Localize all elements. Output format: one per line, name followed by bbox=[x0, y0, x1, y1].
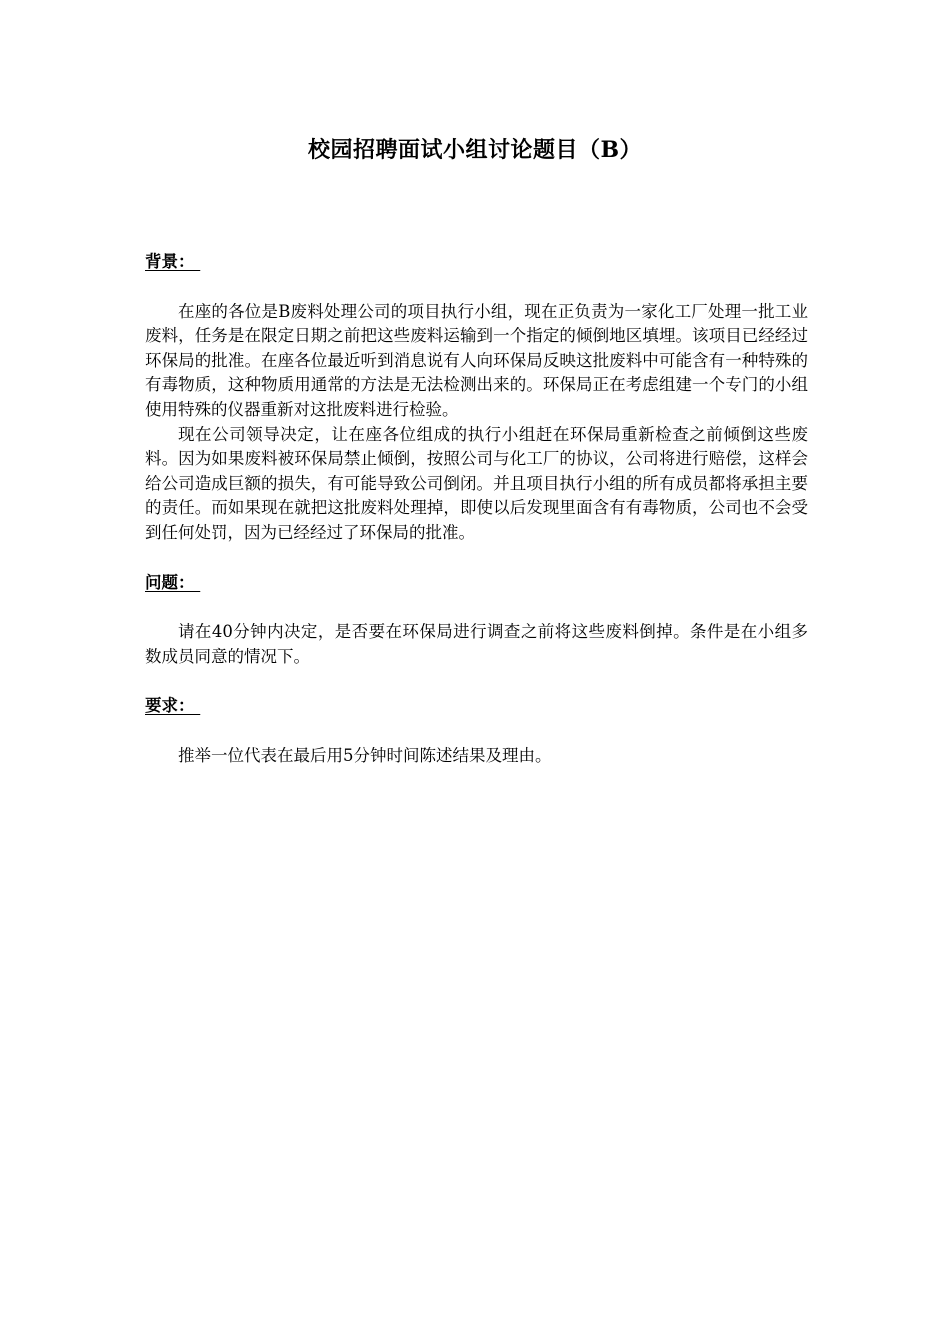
section-heading-requirement bbox=[145, 694, 808, 719]
requirement-paragraph: 推举一位代表在最后用5分钟时间陈述结果及理由。 bbox=[178, 745, 552, 765]
section-heading-background bbox=[145, 250, 808, 275]
section-heading-question bbox=[145, 571, 808, 596]
section-heading-text: 背景： bbox=[145, 252, 195, 271]
background-paragraph-2: 现在公司领导决定，让在座各位组成的执行小组赶在环保局重新检查之前倾倒这些废料。因为如果废料被环保局禁止倾倒，按照公司与化工厂的协议，公司将进行赔偿，这样会给公司造成巨额的损失，有可能导致公司倒闭。并且项目执行小组的所有成员都将承担主要的责任。而如果现在就把这批废料处理掉，即使以后发现里面含有有毒物质，公司也不会受到任何处罚，因为已经经过了环保局的批准。 bbox=[145, 424, 808, 542]
document-title: 校园招聘面试小组讨论题目（B） bbox=[307, 137, 643, 163]
section-requirement bbox=[145, 694, 808, 768]
document-body bbox=[145, 250, 808, 769]
background-paragraph-1: 在座的各位是B废料处理公司的项目执行小组，现在正负责为一家化工厂处理一批工业废料，任务是在限定日期之前把这些废料运输到一个指定的倾倒地区填埋。该项目已经经过环保局的批准。在座各位最近听到消息说有人向环保局反映这批废料中可能含有一种特殊的有毒物质，这种物质用通常的方法是无法检测出来的。环保局正在考虑组建一个专门的小组使用特殊的仪器重新对这批废料进行检验。 bbox=[145, 301, 808, 419]
question-paragraph: 请在40分钟内决定，是否要在环保局进行调查之前将这些废料倒掉。条件是在小组多数成员同意的情况下。 bbox=[145, 622, 808, 666]
section-heading-text: 问题： bbox=[145, 572, 195, 592]
section-heading-text: 要求： bbox=[145, 696, 195, 716]
section-question bbox=[145, 571, 808, 670]
section-background bbox=[145, 250, 808, 546]
